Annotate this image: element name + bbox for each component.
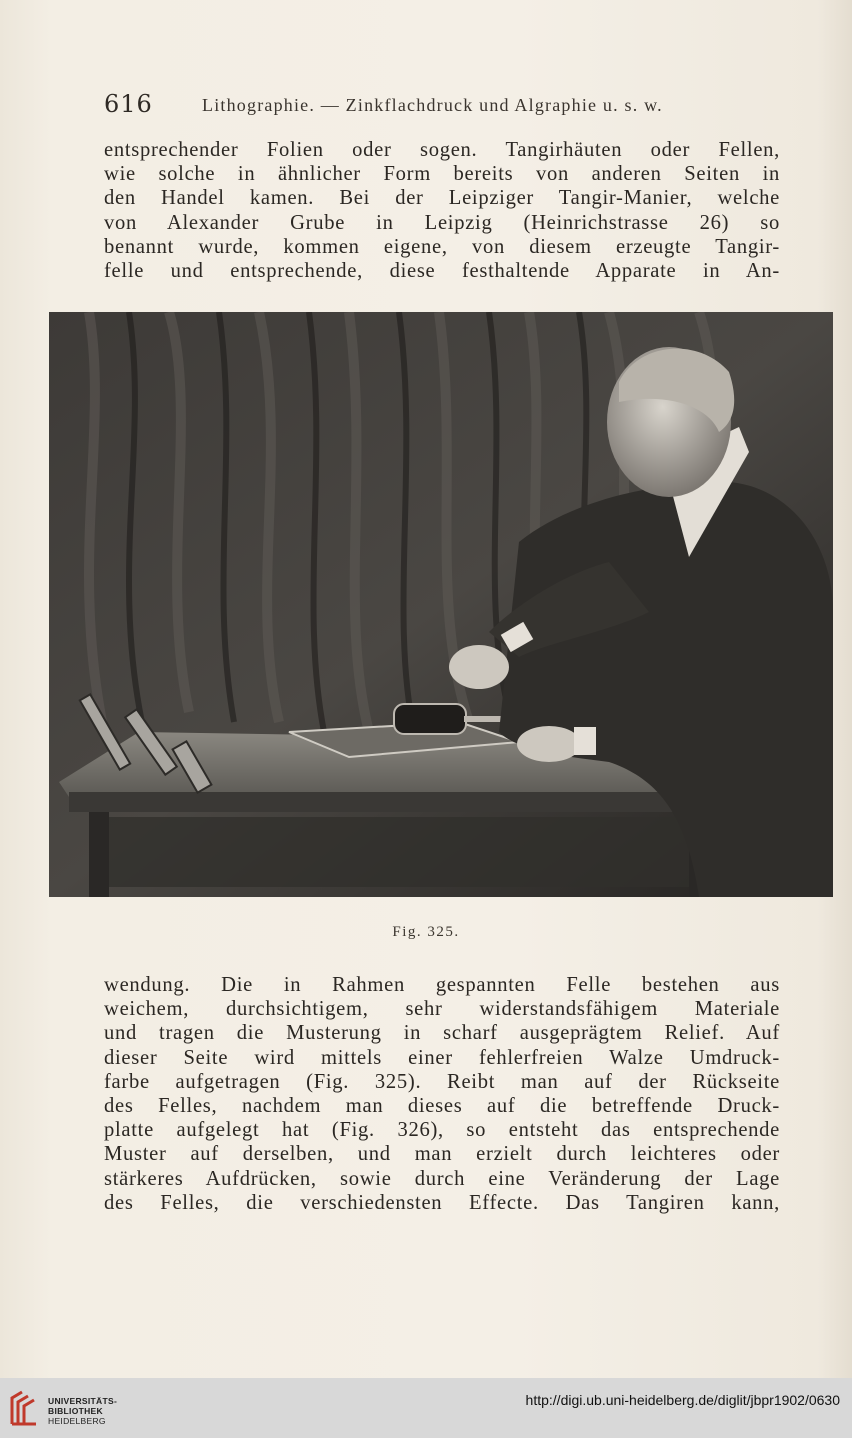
permalink-url[interactable]: http://digi.ub.uni-heidelberg.de/diglit/jbpr1902/0630 [525,1392,840,1408]
text-line: felle und entsprechende, diese festhaltende Apparate in An- [104,259,780,282]
logo-line: UNIVERSITÄTS- [48,1396,118,1406]
library-logo[interactable] [8,1388,128,1432]
figure-caption: Fig. 325. [392,924,460,940]
text-line: wendung. Die in Rahmen gespannten Felle bestehen aus [104,974,780,996]
text-line: platte aufgelegt hat (Fig. 326), so entsteht das entsprechende [104,1119,780,1142]
logo-line: HEIDELBERG [48,1416,106,1426]
text-line: farbe aufgetragen (Fig. 325). Reibt man auf der Rückseite [104,1070,780,1093]
library-logo-text [48,1396,117,1426]
text-line: des Felles, die verschiedensten Effecte. Das Tangiren kann, [104,1191,780,1214]
footer-bar [0,1378,852,1438]
text-line: weichem, durchsichtigem, sehr widerstandsfähigem Materiale [104,998,780,1021]
logo-line: BIBLIOTHEK [48,1406,103,1416]
paragraph-bottom [104,973,780,1215]
text-line: benannt wurde, kommen eigene, von diesem erzeugte Tangir- [104,235,780,258]
figure-photograph [49,312,833,897]
paragraph-top [104,138,780,283]
text-line: wie solche in ähnlicher Form bereits von anderen Seiten in [104,163,780,186]
text-line: stärkeres Aufdrücken, sowie durch eine Veränderung der Lage [104,1167,780,1190]
library-logo-icon [8,1388,42,1428]
page-number: 616 [104,90,153,118]
running-head-title: Lithographie. — Zinkflachdruck und Algraphie u. s. w. [202,95,663,115]
running-head [104,90,784,120]
text-line: den Handel kamen. Bei der Leipziger Tangir-Manier, welche [104,187,780,210]
text-line: des Felles, nachdem man dieses auf die betreffende Druck- [104,1094,780,1117]
text-line: und tragen die Musterung in scharf ausgeprägtem Relief. Auf [104,1022,780,1045]
text-line: entsprechender Folien oder sogen. Tangirhäuten oder Fellen, [104,139,780,161]
text-line: dieser Seite wird mittels einer fehlerfreien Walze Umdruck- [104,1046,780,1069]
text-line: von Alexander Grube in Leipzig (Heinrichstrasse 26) so [104,211,780,234]
text-line: Muster auf derselben, und man erzielt durch leichteres oder [104,1143,780,1166]
